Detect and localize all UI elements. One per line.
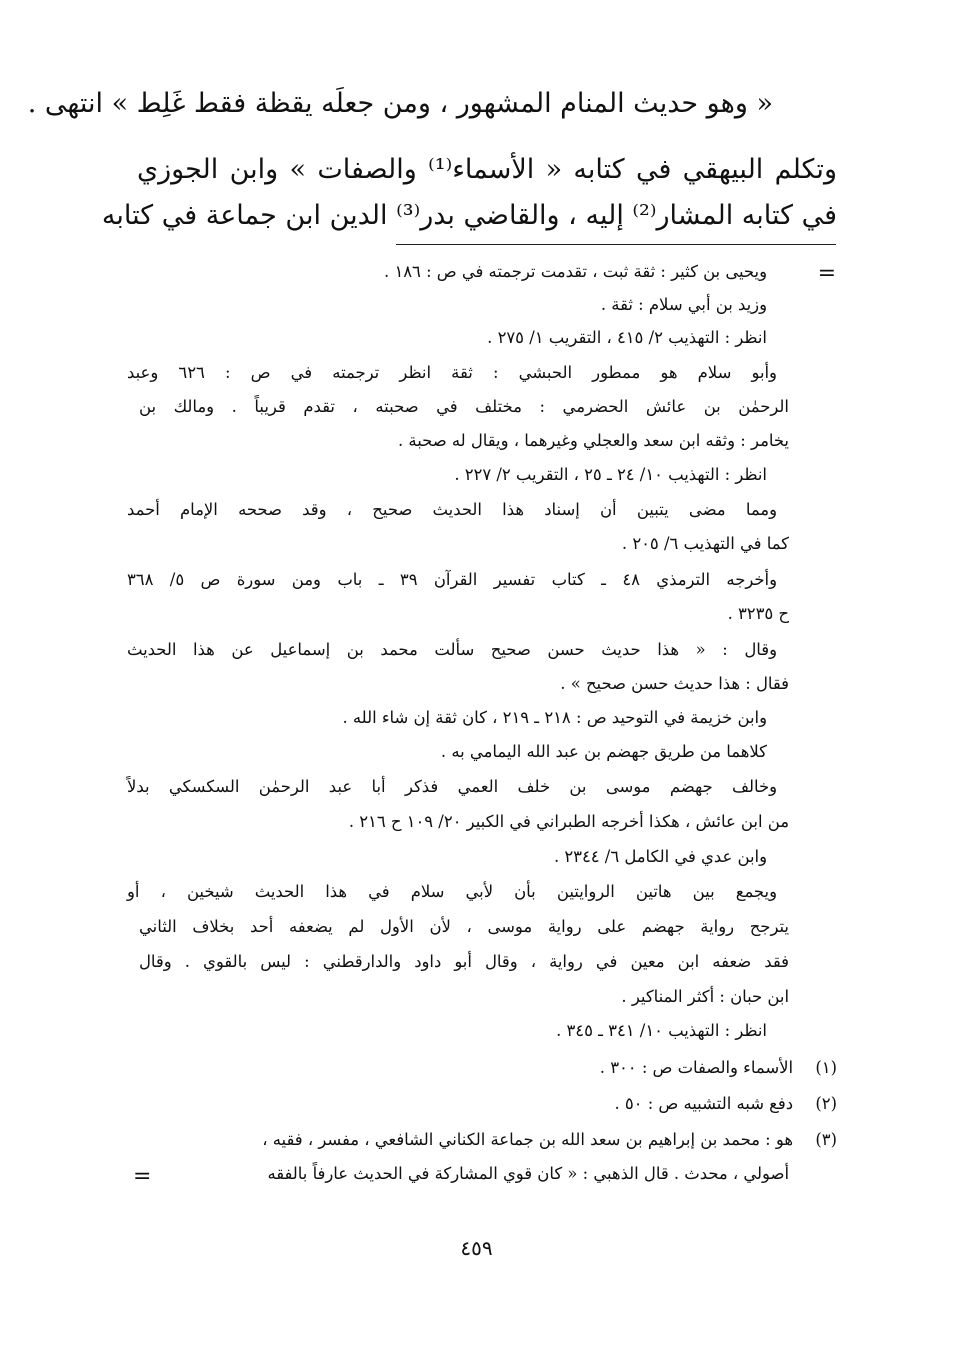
footnote-line: ابن حبان : أكثر المناكير . [621,987,789,1006]
footnote-line: يخامر : وثقه ابن سعد والعجلي وغيرهما ، ويقال له صحبة . [398,431,789,450]
footnote-line: من ابن عائش ، هكذا أخرجه الطبراني في الكبير ٢٠/ ١٠٩ ح ٢١٦ . [348,812,789,831]
note-3 [262,1126,837,1154]
footnote-line: فقال : هذا حديث حسن صحيح » . [560,674,789,693]
footnote-line: ح ٣٢٣٥ . [727,604,789,623]
note-number: (١) [815,1058,837,1077]
note-1 [600,1054,837,1082]
continuation-mark-bottom: = [133,1164,152,1189]
footnote-line: ومما مضى يتبين أن إسناد هذا الحديث صحيح ، وقد صححه الإمام أحمد [127,500,777,519]
note-text: دفع شبه التشبيه ص : ٥٠ . [614,1094,793,1113]
note-text: الأسماء والصفات ص : ٣٠٠ . [599,1058,793,1077]
note-2 [614,1090,837,1118]
footnote-line: يترجح رواية جهضم على رواية موسى ، لأن الأول لم يضعفه أحد بخلاف الثاني [139,917,789,936]
footnote-line: انظر : التهذيب ١٠/ ٢٤ ـ ٢٥ ، التقريب ٢/ ٢٢٧ . [454,465,767,484]
footnote-line: ويحيى بن كثير : ثقة ثبت ، تقدمت ترجمته في ص : ١٨٦ . [384,262,767,281]
main-line-1: « وهو حديث المنام المشهور ، ومن جعلَه يقظة فقط غَلِط » انتهى . [27,88,773,119]
footnote-line: وأخرجه الترمذي ٤٨ ـ كتاب تفسير القرآن ٣٩ ـ باب ومن سورة ص ٥/ ٣٦٨ [127,570,777,589]
footnote-line: وابن خزيمة في التوحيد ص : ٢١٨ ـ ٢١٩ ، كان ثقة إن شاء الله . [342,708,767,727]
note-number: (٣) [815,1130,837,1149]
footnote-line: كلاهما من طريق جهضم بن عبد الله اليمامي به . [440,742,767,761]
footnote-separator [396,244,836,245]
page-number: ٤٥٩ [460,1236,493,1260]
footnote-line: وخالف جهضم موسى بن خلف العمي فذكر أبا عبد الرحمٰن السكسكي بدلاً [127,777,777,796]
footnote-line: انظر : التهذيب ٢/ ٤١٥ ، التقريب ١/ ٢٧٥ . [487,328,767,347]
footnote-line: وزيد بن أبي سلام : ثقة . [600,295,767,314]
continuation-mark-top: = [817,261,836,286]
main-line-2: وتكلم البيهقي في كتابه « الأسماء⁽¹⁾ والصفات » وابن الجوزي [137,154,837,185]
footnote-line: وقال : « هذا حديث حسن صحيح سألت محمد بن إسماعيل عن هذا الحديث [127,640,777,659]
footnote-line: ويجمع بين هاتين الروايتين بأن لأبي سلام في هذا الحديث شيخين ، أو [127,882,777,901]
footnote-line: فقد ضعفه ابن معين في رواية ، وقال أبو داود والدارقطني : ليس بالقوي . وقال [139,952,789,971]
note-text: هو : محمد بن إبراهيم بن سعد الله بن جماعة الكناني الشافعي ، مفسر ، فقيه ، [262,1130,793,1149]
footnote-line: وأبو سلام هو ممطور الحبشي : ثقة انظر ترجمته في ص : ٦٢٦ وعبد [127,363,777,382]
footnote-line: الرحمٰن بن عائش الحضرمي : مختلف في صحبته ، تقدم قريباً . ومالك بن [139,397,789,416]
footnote-line: وابن عدي في الكامل ٦/ ٢٣٤٤ . [553,847,767,866]
note-3-continuation: أصولي ، محدث . قال الذهبي : « كان قوي المشاركة في الحديث عارفاً بالفقه [267,1164,789,1183]
footnote-line: كما في التهذيب ٦/ ٢٠٥ . [621,534,789,553]
note-number: (٢) [815,1094,837,1113]
main-line-3: في كتابه المشار⁽²⁾ إليه ، والقاضي بدر⁽³⁾ الدين ابن جماعة في كتابه [101,200,837,231]
footnote-line: انظر : التهذيب ١٠/ ٣٤١ ـ ٣٤٥ . [556,1021,767,1040]
